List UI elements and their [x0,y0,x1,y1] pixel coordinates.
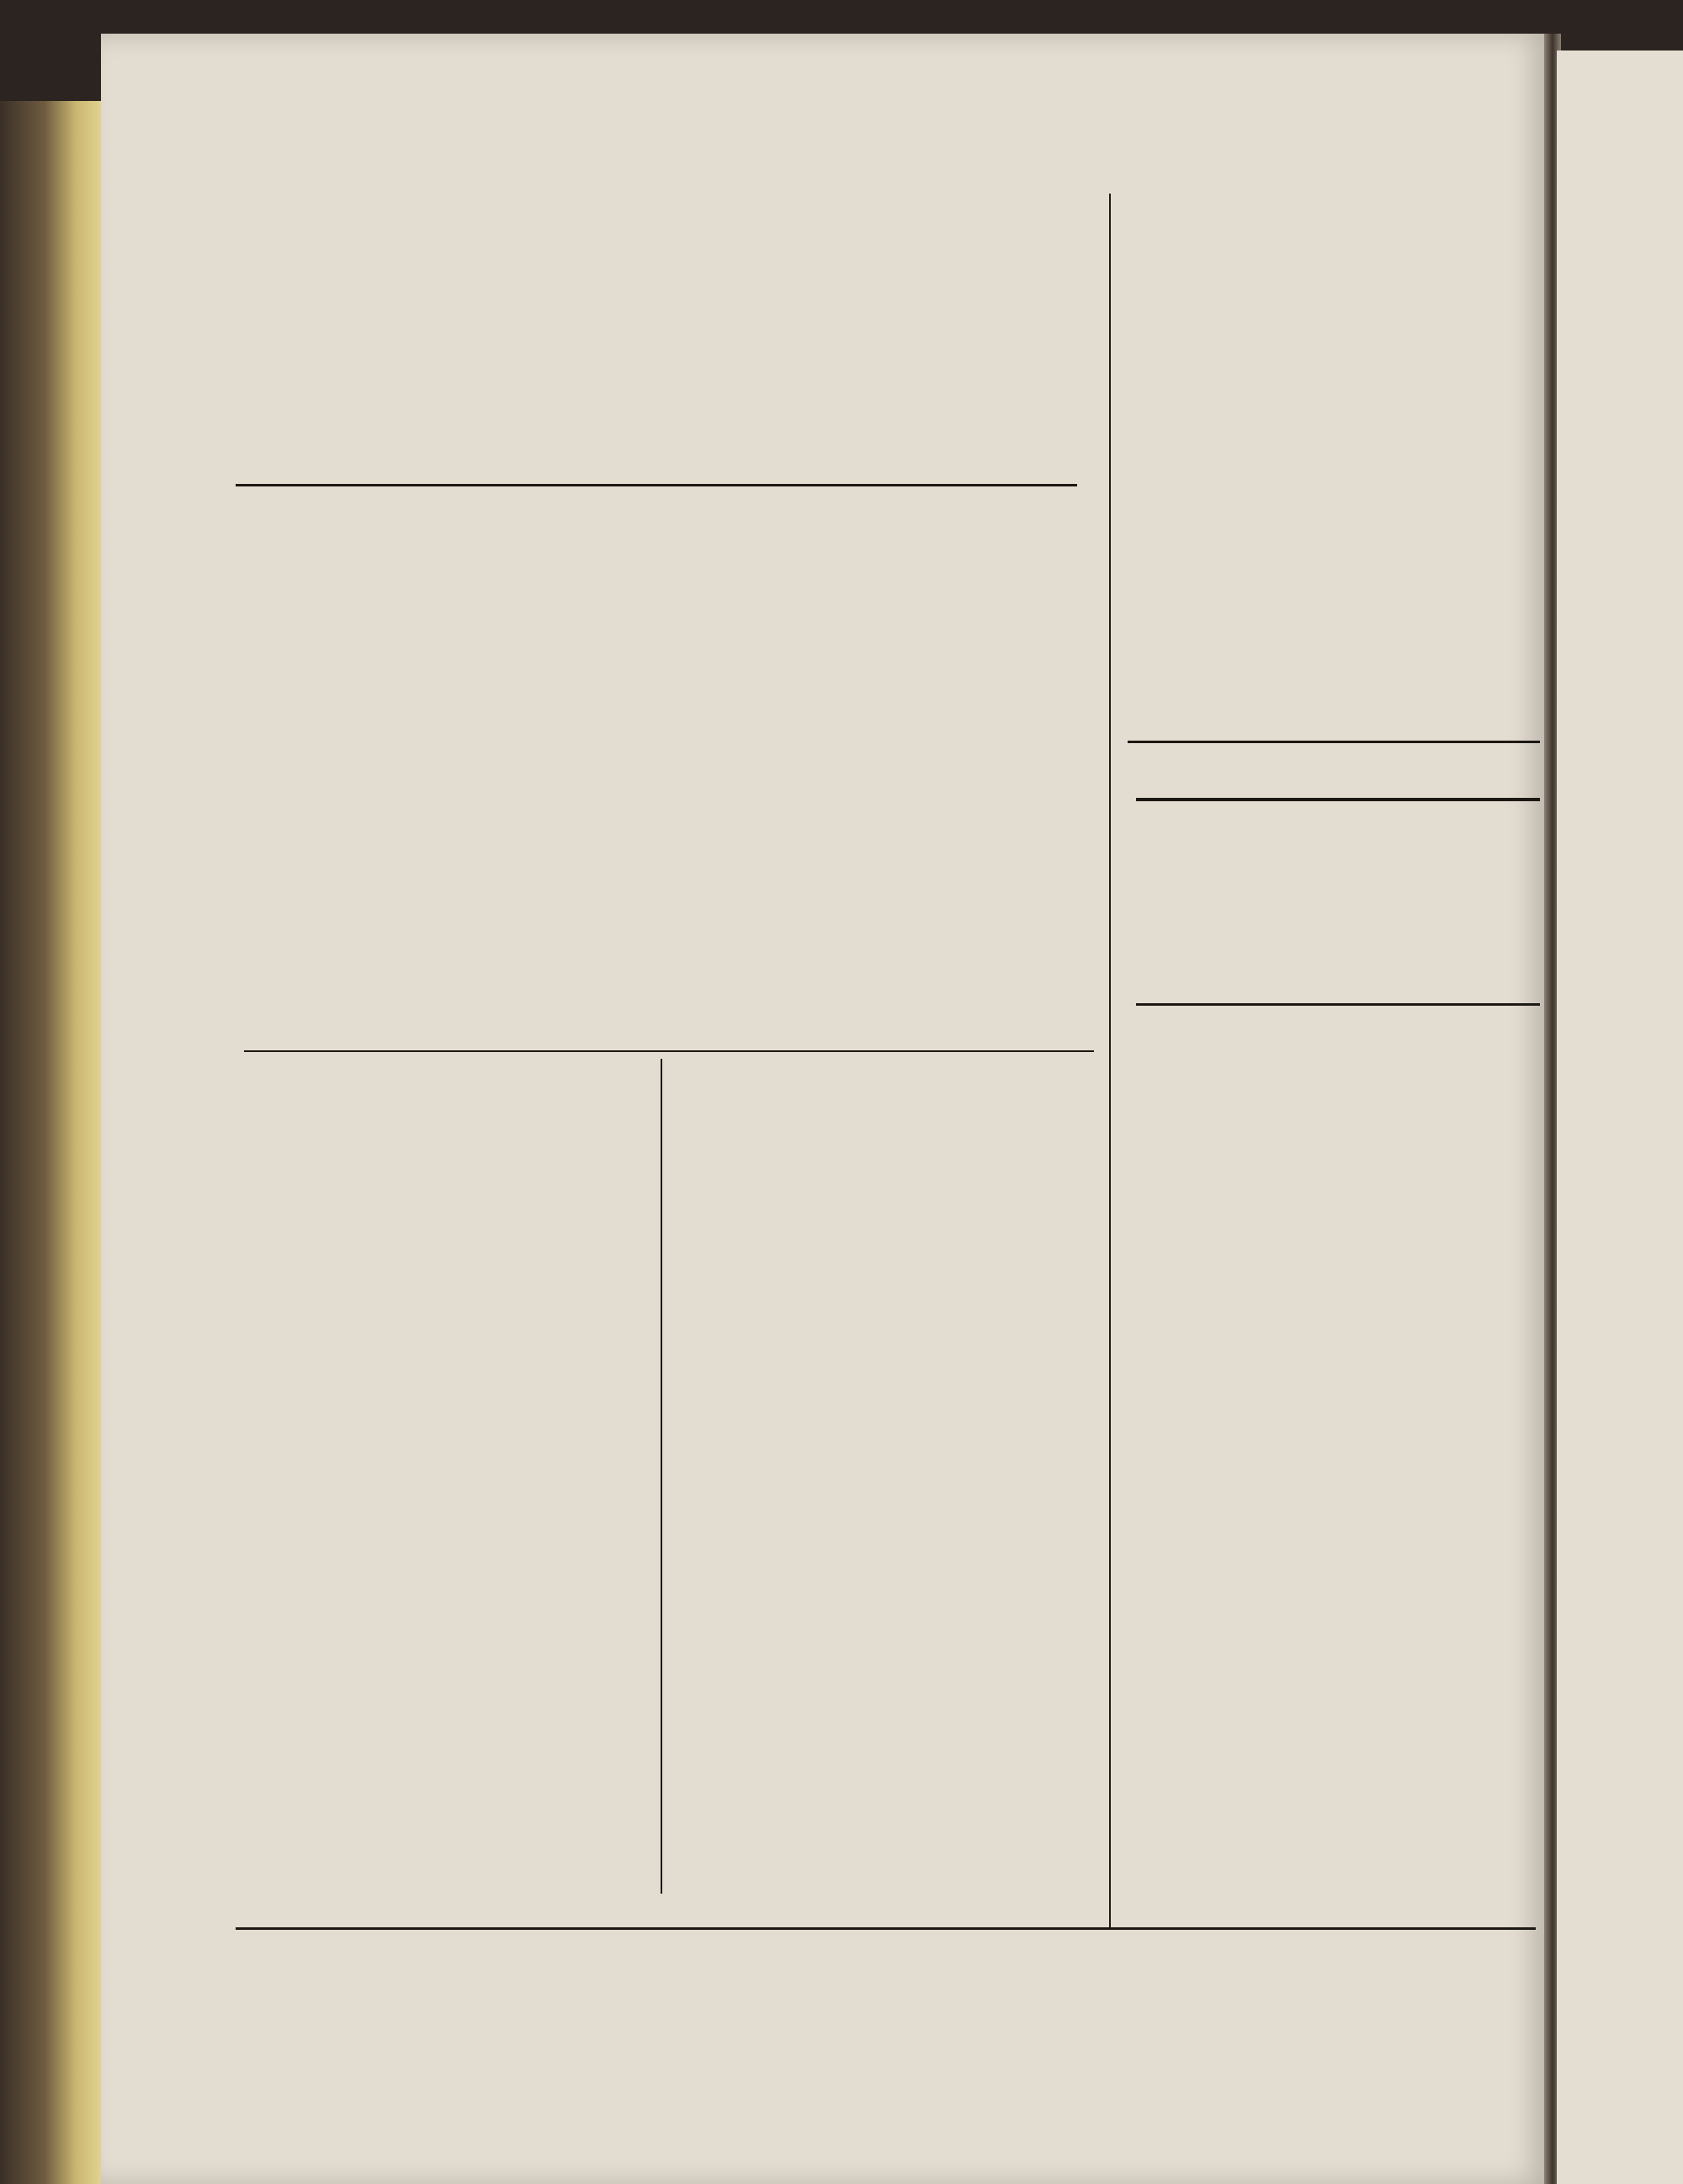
newspaper-page [101,34,1548,2184]
divider [1136,1003,1540,1006]
divider [1128,741,1540,743]
next-page-fragment [1557,50,1683,2184]
column-divider [661,1059,662,1894]
divider [244,1050,1094,1052]
column-divider [1109,194,1111,1927]
footer-rule [236,1927,1536,1930]
divider [236,484,1077,486]
